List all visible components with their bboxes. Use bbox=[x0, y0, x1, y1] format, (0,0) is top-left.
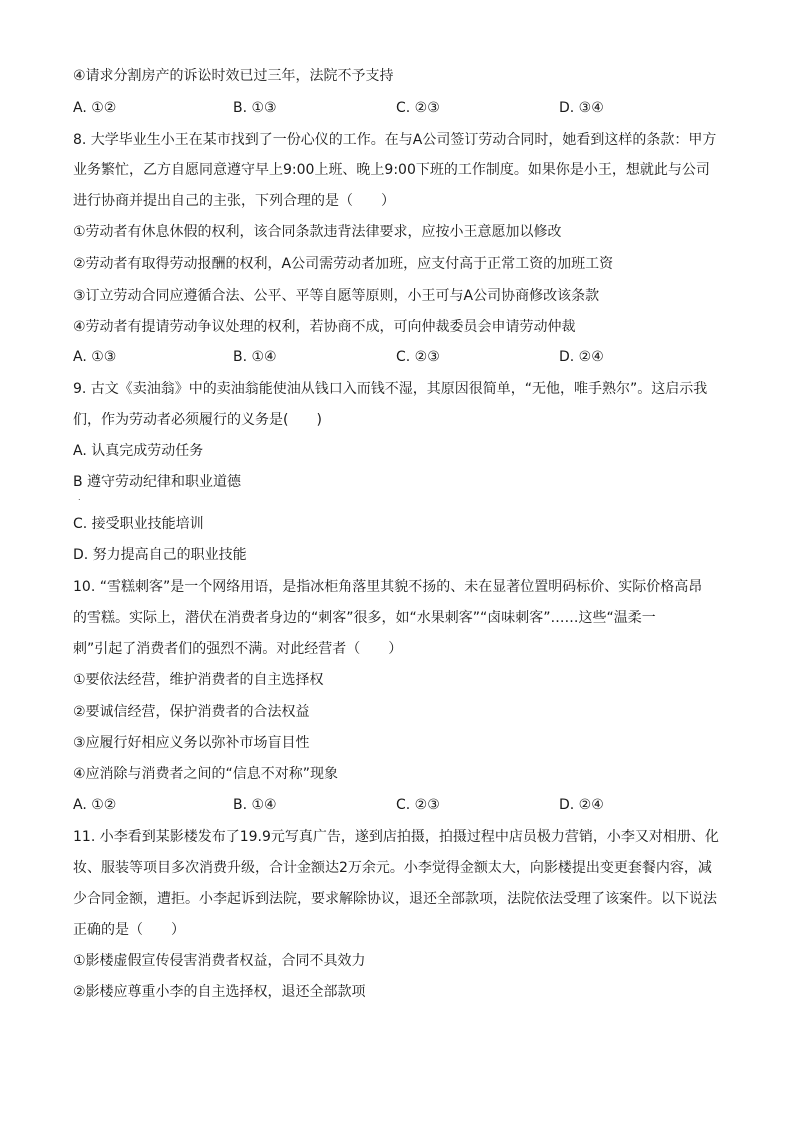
q9-option-c[interactable]: C. 接受职业技能培训 bbox=[73, 516, 204, 532]
q8-item-3: ③订立劳动合同应遵循合法、公平、平等自愿等原则，小王可与A公司协商修改该条款 bbox=[73, 288, 600, 304]
q8-stem-line-2: 业务繁忙，乙方自愿同意遵守早上9:00上班、晚上9:00下班的工作制度。如果你是小王，想就此与公司 bbox=[73, 162, 710, 178]
q10-item-1: ①要依法经营，维护消费者的自主选择权 bbox=[73, 672, 324, 688]
q7-option-c[interactable]: C. ②③ bbox=[396, 100, 440, 116]
stray-dot: . bbox=[78, 493, 81, 502]
q10-option-c[interactable]: C. ②③ bbox=[396, 797, 440, 813]
q10-stem-line-2: 的雪糕。实际上，潜伏在消费者身边的“刺客”很多，如“水果刺客”“卤味刺客”……这些“温柔一 bbox=[73, 610, 656, 626]
q7-option-b[interactable]: B. ①③ bbox=[233, 100, 277, 116]
q9-stem-line-2: 们，作为劳动者必须履行的义务是( ) bbox=[73, 412, 322, 428]
q10-item-4: ④应消除与消费者之间的“信息不对称”现象 bbox=[73, 766, 339, 782]
q11-item-1: ①影楼虚假宣传侵害消费者权益，合同不具效力 bbox=[73, 953, 366, 969]
q7-option-d[interactable]: D. ③④ bbox=[559, 100, 604, 116]
q8-item-1: ①劳动者有休息休假的权利，该合同条款违背法律要求，应按小王意愿加以修改 bbox=[73, 224, 562, 240]
q7-item-4: ④请求分割房产的诉讼时效已过三年，法院不予支持 bbox=[73, 68, 394, 84]
q10-item-2: ②要诚信经营，保护消费者的合法权益 bbox=[73, 704, 310, 720]
q10-option-d[interactable]: D. ②④ bbox=[559, 797, 604, 813]
q10-stem-line-3: 刺”引起了消费者们的强烈不满。对此经营者（ ） bbox=[73, 641, 403, 657]
q8-stem-line-1: 8. 大学毕业生小王在某市找到了一份心仪的工作。在与A公司签订劳动合同时，她看到这样的条款：甲方 bbox=[73, 132, 717, 148]
q7-option-a[interactable]: A. ①② bbox=[73, 100, 117, 116]
q9-option-d[interactable]: D. 努力提高自己的职业技能 bbox=[73, 547, 247, 563]
q11-stem-line-1: 11. 小李看到某影楼发布了19.9元写真广告，遂到店拍摄，拍摄过程中店员极力营销，小李又对相册、化 bbox=[73, 829, 719, 845]
q8-option-c[interactable]: C. ②③ bbox=[396, 349, 440, 365]
q8-item-2: ②劳动者有取得劳动报酬的权利，A公司需劳动者加班，应支付高于正常工资的加班工资 bbox=[73, 256, 614, 272]
q8-option-a[interactable]: A. ①③ bbox=[73, 349, 117, 365]
q10-stem-line-1: 10. “雪糕刺客”是一个网络用语，是指冰柜角落里其貌不扬的、未在显著位置明码标价、实际价格高昂 bbox=[73, 579, 703, 595]
q8-stem-line-3: 进行协商并提出自己的主张，下列合理的是（ ） bbox=[73, 193, 395, 209]
q11-stem-line-2: 妆、服装等项目多次消费升级，合计金额达2万余元。小李觉得金额太大，向影楼提出变更套餐内容，减 bbox=[73, 860, 712, 876]
q11-item-2: ②影楼应尊重小李的自主选择权，退还全部款项 bbox=[73, 984, 366, 1000]
q11-stem-line-3: 少合同金额，遭拒。小李起诉到法院，要求解除协议，退还全部款项，法院依法受理了该案件。以下说法 bbox=[73, 891, 717, 907]
q10-option-a[interactable]: A. ①② bbox=[73, 797, 117, 813]
q9-stem-line-1: 9. 古文《卖油翁》中的卖油翁能使油从钱口入而钱不湿，其原因很简单，“无他，唯手熟尔”。这启示我 bbox=[73, 381, 708, 397]
q8-item-4: ④劳动者有提请劳动争议处理的权利，若协商不成，可向仲裁委员会申请劳动仲裁 bbox=[73, 319, 576, 335]
q10-item-3: ③应履行好相应义务以弥补市场盲目性 bbox=[73, 735, 310, 751]
q8-option-d[interactable]: D. ②④ bbox=[559, 349, 604, 365]
q9-option-a[interactable]: A. 认真完成劳动任务 bbox=[73, 443, 204, 459]
q9-option-b[interactable]: B 遵守劳动纪律和职业道德 bbox=[73, 474, 242, 490]
q11-stem-line-4: 正确的是（ ） bbox=[73, 922, 185, 938]
q10-option-b[interactable]: B. ①④ bbox=[233, 797, 277, 813]
q8-option-b[interactable]: B. ①④ bbox=[233, 349, 277, 365]
